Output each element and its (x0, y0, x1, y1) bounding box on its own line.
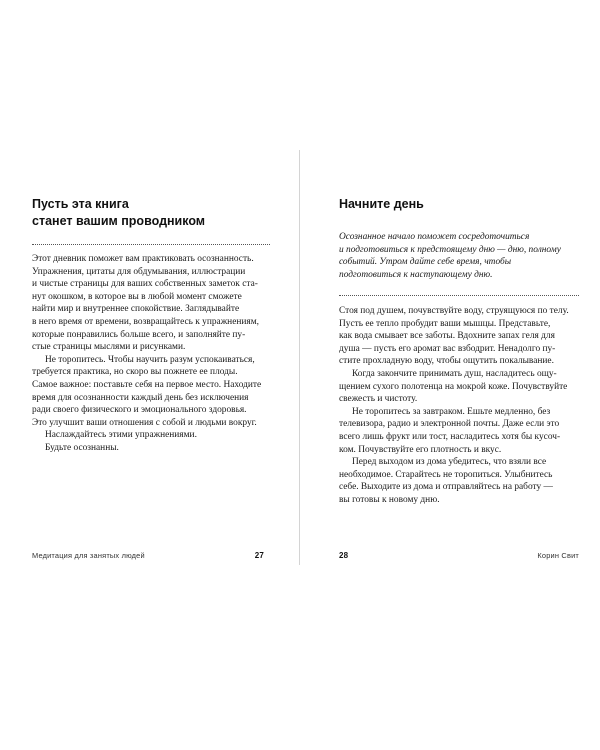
intro-line: и подготовиться к предстоящему дню — дню, полному (339, 244, 561, 255)
text-line: время для осознанности каждый день без исключения (32, 392, 249, 403)
text-line: Не торопитесь за завтраком. Ешьте медленно, без (352, 406, 551, 417)
text-line: Пусть ее тепло пробудит ваши мышцы. Представьте, (339, 318, 551, 329)
left-page-title (32, 196, 270, 230)
text-line: всего лишь фрукт или тост, насладитесь хотя бы кусоч- (339, 431, 561, 442)
text-line: и чистые страницы для ваших собственных заметок ста- (32, 279, 258, 290)
text-line: стые страницы мыслями и рисунками. (32, 342, 186, 353)
text-line: Самое важное: поставьте себя на первое место. Находите (32, 379, 262, 390)
text-line: свежесть и чистоту. (339, 394, 418, 405)
footer-author: Корин Свит (537, 551, 579, 560)
text-line: Это улучшит ваши отношения с собой и людьми вокруг. (32, 417, 257, 428)
text-line: вы готовы к новому дню. (339, 494, 440, 505)
text-line: щением сухого полотенца на мокрой коже. Почувствуйте (339, 381, 568, 392)
text-line: стите прохладную воду, чтобы ощутить покалывание. (339, 356, 554, 367)
left-title-line: Пусть эта книга (32, 197, 129, 211)
page-number-left: 27 (254, 551, 264, 560)
text-line: себе. Выходите из дома и отправляйтесь на работу — (339, 482, 553, 493)
text-line: Не торопитесь. Чтобы научить разум успокаиваться, (45, 354, 255, 365)
text-line: душа — пусть его аромат вас взбодрит. Ненадолго пу- (339, 343, 556, 354)
text-line: найти мир и внутреннее спокойствие. Заглядывайте (32, 304, 240, 315)
left-page (32, 0, 270, 750)
text-line: телевизора, радио и электронной почты. Даже если это (339, 419, 560, 430)
text-line: Стоя под душем, почувствуйте воду, струящуюся по телу. (339, 306, 569, 316)
text-line: Упражнения, цитаты для обдумывания, иллюстрации (32, 266, 246, 277)
dotted-rule (32, 244, 270, 245)
text-line: ком. Почувствуйте его плотность и вкус. (339, 444, 502, 455)
intro-line: подготовиться к наступающему дню. (339, 269, 493, 280)
intro-line: событий. Утром дайте себе время, чтобы (339, 257, 512, 268)
text-line: необходимое. Старайтесь не торопиться. Улыбнитесь (339, 469, 553, 480)
text-line: Наслаждайтесь этими упражнениями. (45, 430, 197, 441)
right-page-title (339, 196, 579, 213)
text-line: которые понравились больше всего, и заполняйте пу- (32, 329, 246, 340)
left-body-text (32, 253, 270, 455)
right-title-line: Начните день (339, 197, 424, 211)
page-gutter (299, 150, 300, 565)
intro-text (339, 231, 579, 281)
left-title-line: станет вашим проводником (32, 214, 206, 228)
text-line: ради своего физического и эмоционального здоровья. (32, 405, 247, 416)
text-line: Когда закончите принимать душ, насладитесь ощу- (352, 368, 557, 379)
footer-book-title: Медитация для занятых людей (32, 551, 145, 560)
text-line: Перед выходом из дома убедитесь, что взяли все (352, 457, 547, 468)
text-line: требуется практика, но скоро вы пожнете ее плоды. (32, 367, 238, 378)
right-body-text (339, 305, 579, 507)
right-page (339, 0, 579, 750)
text-line: Этот дневник поможет вам практиковать осознанность. (32, 254, 254, 264)
text-line: как вода смывает все заботы. Вдохните запах геля для (339, 331, 555, 342)
dotted-rule (339, 295, 579, 296)
intro-line: Осознанное начало поможет сосредоточиться (339, 232, 530, 242)
page-number-right: 28 (339, 551, 349, 560)
text-line: нут окошком, в которое вы в любой момент сможете (32, 291, 242, 302)
text-line: в него время от времени, возвращайтесь к упражнениям, (32, 316, 259, 327)
text-line: Будьте осознанны. (45, 442, 119, 453)
